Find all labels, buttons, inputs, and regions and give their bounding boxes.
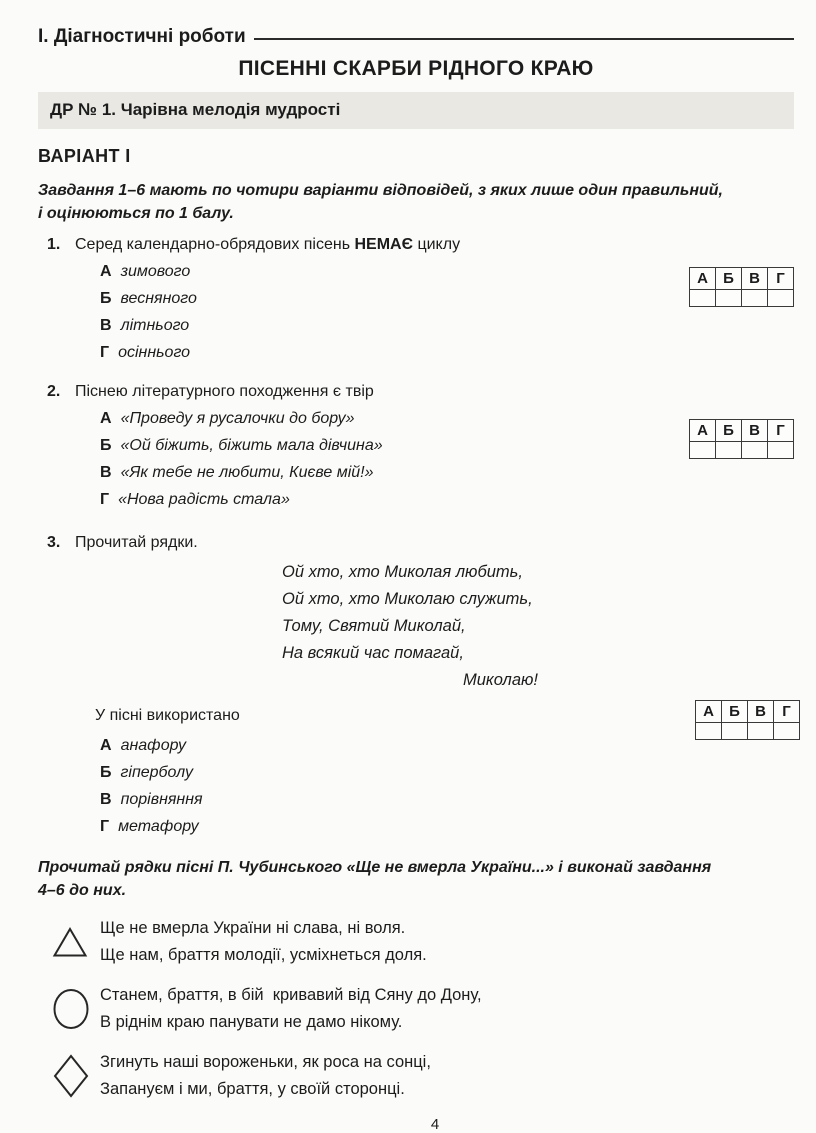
answer-cell-b[interactable] — [716, 290, 742, 307]
variant-heading: ВАРІАНТ І — [38, 146, 131, 166]
answer-cell-b[interactable] — [716, 442, 742, 459]
option-g: Г «Нова радість стала» — [100, 491, 290, 508]
poem-line-1: Ой хто, хто Миколая любить, — [282, 563, 523, 581]
answer-cell-g[interactable] — [774, 723, 800, 740]
stanza-line: Запануєм і ми, браття, у своїй сторонці. — [100, 1080, 405, 1098]
option-b: Б «Ой біжить, біжить мала дівчина» — [100, 437, 383, 454]
grid-header-b: Б — [716, 420, 742, 442]
reading-instructions-line-2: 4–6 до них. — [38, 882, 127, 899]
stanza-circle — [52, 982, 794, 1036]
stanza-line: Станем, браття, в бій кривавий від Сяну до Дону, — [100, 986, 482, 1004]
grid-header-v: В — [748, 701, 774, 723]
poem-line-5: Миколаю! — [463, 671, 538, 689]
stanza-line: Згинуть наші вороженьки, як роса на сонці, — [100, 1053, 431, 1071]
song-excerpt — [282, 559, 794, 694]
question-1-number: 1. — [47, 236, 61, 253]
question-1-text: 1. Серед календарно-обрядових пісень НЕМАЄ циклу — [38, 236, 794, 254]
grid-header-g: Г — [768, 420, 794, 442]
header-rule — [254, 38, 794, 40]
option-v: В літнього — [100, 317, 190, 334]
lesson-subtitle: ДР № 1. Чарівна мелодія мудрості — [38, 92, 794, 129]
question-2-text: 2. Піснею літературного походження є твір — [38, 383, 794, 401]
answer-grid-question-3 — [695, 700, 800, 740]
option-g: Г осіннього — [100, 344, 191, 361]
answer-cell-g[interactable] — [768, 442, 794, 459]
option-v: В «Як тебе не любити, Києве мій!» — [100, 464, 374, 481]
question-3-options — [100, 732, 794, 840]
grid-header-a: А — [690, 268, 716, 290]
answer-grid-question-2 — [689, 419, 794, 459]
answer-cell-b[interactable] — [722, 723, 748, 740]
test-instructions — [38, 179, 794, 225]
option-b: Б весняного — [100, 290, 197, 307]
question-1 — [38, 236, 794, 366]
answer-cell-a[interactable] — [690, 290, 716, 307]
diamond-icon — [52, 1053, 90, 1099]
answer-cell-g[interactable] — [768, 290, 794, 307]
grid-header-b: Б — [722, 701, 748, 723]
answer-grid-question-1 — [689, 267, 794, 307]
poem-line-2: Ой хто, хто Миколаю служить, — [282, 590, 533, 608]
option-g: Г метафору — [100, 818, 199, 835]
question-3-followup — [38, 703, 794, 840]
answer-cell-v[interactable] — [742, 442, 768, 459]
option-a: А «Проведу я русалочки до бору» — [100, 410, 355, 427]
question-2-number: 2. — [47, 383, 61, 400]
grid-header-v: В — [742, 268, 768, 290]
grid-header-a: А — [696, 701, 722, 723]
stanza-line: В ріднім краю панувати не дамо нікому. — [100, 1013, 403, 1031]
answer-cell-a[interactable] — [696, 723, 722, 740]
instructions-line-2: і оцінюються по 1 балу. — [38, 205, 234, 222]
section-header-row — [38, 26, 794, 48]
question-2 — [38, 383, 794, 513]
option-a: А анафору — [100, 737, 186, 754]
page-title: ПІСЕННІ СКАРБИ РІДНОГО КРАЮ — [238, 57, 594, 80]
page-number: 4 — [430, 1116, 440, 1133]
reading-task-instructions — [38, 856, 794, 902]
instructions-line-1: Завдання 1–6 мають по чотири варіанти відповідей, з яких лише один правильний, — [38, 182, 723, 199]
grid-header-g: Г — [768, 268, 794, 290]
poem-line-3: Тому, Святий Миколай, — [282, 617, 466, 635]
option-b: Б гіперболу — [100, 764, 193, 781]
answer-cell-v[interactable] — [742, 290, 768, 307]
section-header: І. Діагностичні роботи — [38, 26, 246, 47]
triangle-icon — [52, 926, 88, 958]
question-3-text: 3. Прочитай рядки. — [38, 534, 794, 552]
question-1-emphasis: НЕМАЄ — [354, 236, 413, 253]
option-a: А зимового — [100, 263, 191, 280]
followup-label: У пісні використано — [95, 707, 240, 724]
anthem-stanzas — [38, 915, 794, 1103]
question-3 — [38, 534, 794, 840]
stanza-triangle — [52, 915, 794, 969]
circle-icon — [52, 988, 90, 1030]
grid-header-b: Б — [716, 268, 742, 290]
grid-header-v: В — [742, 420, 768, 442]
stanza-diamond — [52, 1049, 794, 1103]
stanza-line: Ще нам, браття молодії, усміхнеться доля. — [100, 946, 427, 964]
reading-instructions-line-1: Прочитай рядки пісні П. Чубинського «Ще не вмерла України...» і виконай завдання — [38, 859, 712, 876]
answer-cell-a[interactable] — [690, 442, 716, 459]
question-3-number: 3. — [47, 534, 61, 551]
option-v: В порівняння — [100, 791, 203, 808]
answer-cell-v[interactable] — [748, 723, 774, 740]
poem-line-4: На всякий час помагай, — [282, 644, 464, 662]
grid-header-a: А — [690, 420, 716, 442]
stanza-line: Ще не вмерла України ні слава, ні воля. — [100, 919, 406, 937]
grid-header-g: Г — [774, 701, 800, 723]
